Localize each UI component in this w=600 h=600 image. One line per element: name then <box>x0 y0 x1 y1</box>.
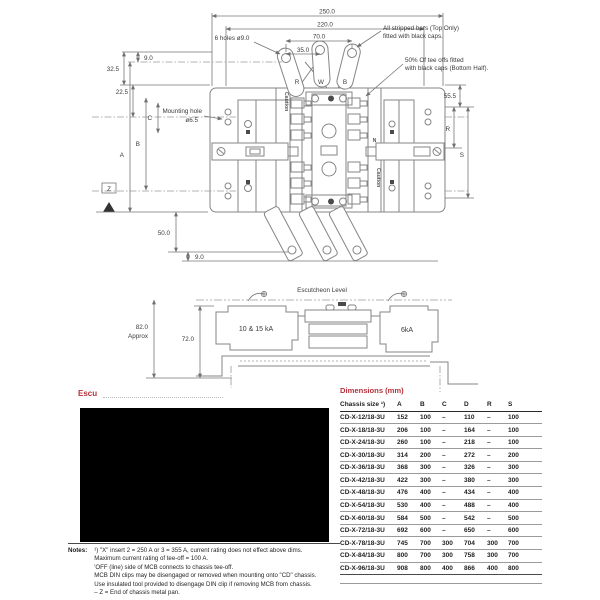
stripped-bar-blue <box>335 42 362 91</box>
label-mounting-2: ø6.5 <box>185 117 198 124</box>
caution-label-right: Caution <box>375 168 381 188</box>
dimension-cell: 650 <box>464 524 487 537</box>
dimension-cell: 476 <box>397 487 420 500</box>
chassis-size-cell: CD-X-78/18-3U <box>340 537 397 550</box>
dimensions-table <box>340 399 542 575</box>
dimension-cell: 400 <box>420 499 442 512</box>
table-row <box>340 461 542 474</box>
mcb-profile-center <box>298 302 380 348</box>
dimension-cell: 488 <box>464 499 487 512</box>
dim-s: S <box>459 152 464 159</box>
dimension-cell: – <box>442 449 464 462</box>
dimension-cell: 530 <box>397 499 420 512</box>
chassis-size-cell: CD-X-36/18-3U <box>340 461 397 474</box>
chassis-top-view <box>210 40 445 261</box>
datum-z: Z <box>107 186 111 193</box>
dim-a: A <box>119 152 124 159</box>
dimension-cell: 800 <box>508 562 542 575</box>
dim-50: 50.0 <box>157 230 170 237</box>
dimension-cell: 542 <box>464 512 487 525</box>
chassis-size-cell: CD-X-72/18-3U <box>340 524 397 537</box>
column-header: Chassis size ¹) <box>340 399 397 411</box>
dimension-cell: 300 <box>508 474 542 487</box>
column-header: B <box>420 399 442 411</box>
dim-b: B <box>135 141 140 148</box>
dimension-cell: 700 <box>420 549 442 562</box>
dimension-cell: – <box>442 424 464 437</box>
notes-lines <box>94 547 316 597</box>
dimension-cell: 100 <box>420 424 442 437</box>
dim-250: 250.0 <box>319 8 335 16</box>
label-tee-2: with black caps (Bottom Half). <box>405 65 489 72</box>
dimension-cell: – <box>487 524 508 537</box>
column-header: D <box>464 399 487 411</box>
tee-offs-right <box>348 98 367 204</box>
dimensions-table-title: Dimensions (mm) <box>340 386 404 395</box>
dim-55-5: 55.5 <box>443 93 456 100</box>
dimension-cell: – <box>487 487 508 500</box>
table-row <box>340 487 542 500</box>
escutcheon-level-label: Escutcheon Level <box>297 287 347 294</box>
dimension-cell: 692 <box>397 524 420 537</box>
note-line: Use insulated tool provided to disengage DIN clip if removing MCB from chassis. <box>94 580 312 588</box>
dimension-cell: 584 <box>397 512 420 525</box>
dimension-cell: 100 <box>508 424 542 437</box>
dimension-cell: 100 <box>420 411 442 424</box>
dimension-cell: – <box>487 449 508 462</box>
dim-35: 35.0 <box>296 47 310 54</box>
dim-82: 82.0 <box>135 324 148 331</box>
rating-left-label: 10 & 15 kA <box>238 326 274 333</box>
table-row <box>340 537 542 550</box>
dimensions-table-section <box>340 386 542 584</box>
dimension-cell: 314 <box>397 449 420 462</box>
dim-82-approx: Approx <box>128 333 148 340</box>
dimension-cell: 500 <box>420 512 442 525</box>
dim-9-bottom: 9.0 <box>195 254 204 261</box>
dimension-cell: – <box>487 512 508 525</box>
dimension-cell: 368 <box>397 461 420 474</box>
escu-title-faded-text <box>103 390 223 398</box>
dimension-cell: 800 <box>397 549 420 562</box>
dimension-cell: 300 <box>420 474 442 487</box>
chassis-size-cell: CD-X-54/18-3U <box>340 499 397 512</box>
note-line: 'OFF (line) side of MCB connects to chassis tee-off. <box>94 563 234 571</box>
dimension-cell: 300 <box>420 461 442 474</box>
dimension-cell: – <box>442 487 464 500</box>
dimension-cell: 100 <box>508 436 542 449</box>
dimension-cell: 200 <box>508 449 542 462</box>
dimension-cell: 400 <box>442 562 464 575</box>
dimension-cell: 600 <box>508 524 542 537</box>
dimension-cell: 326 <box>464 461 487 474</box>
column-header: S <box>508 399 542 411</box>
table-row <box>340 499 542 512</box>
chassis-size-cell: CD-X-12/18-3U <box>340 411 397 424</box>
note-line: Maximum current rating of tee-off = 100 A. <box>94 555 209 563</box>
dimension-cell: 164 <box>464 424 487 437</box>
dimension-cell: 100 <box>508 411 542 424</box>
column-header: C <box>442 399 464 411</box>
dim-32-5: 32.5 <box>106 66 119 73</box>
escu-section-title <box>78 389 223 398</box>
dimension-cell: – <box>487 461 508 474</box>
dim-r: R <box>445 126 450 133</box>
dimension-cell: 218 <box>464 436 487 449</box>
dimension-cell: – <box>442 512 464 525</box>
label-holes: 6 holes ø9.0 <box>214 35 250 42</box>
dimension-cell: – <box>487 436 508 449</box>
label-stripped-2: fitted with black caps. <box>383 33 443 40</box>
chassis-size-cell: CD-X-48/18-3U <box>340 487 397 500</box>
label-stripped-1: All stripped bars (Top Only) <box>383 25 459 32</box>
datum-triangle <box>103 202 115 212</box>
dimension-cell: – <box>442 499 464 512</box>
dimension-cell: 800 <box>420 562 442 575</box>
phase-label-w: W <box>318 79 324 86</box>
dimension-cell: – <box>442 474 464 487</box>
label-tee-1: 50% Of tee offs fitted <box>405 57 464 64</box>
dimension-cell: 704 <box>464 537 487 550</box>
table-row <box>340 562 542 575</box>
column-header: A <box>397 399 420 411</box>
chassis-size-cell: CD-X-60/18-3U <box>340 512 397 525</box>
dimension-cell: 300 <box>508 461 542 474</box>
dimension-cell: – <box>487 411 508 424</box>
chassis-size-cell: CD-X-30/18-3U <box>340 449 397 462</box>
dimension-cell: – <box>442 436 464 449</box>
dimension-cell: – <box>487 499 508 512</box>
dim-72: 72.0 <box>181 336 194 343</box>
dim-9-top: 9.0 <box>144 55 153 62</box>
column-header: R <box>487 399 508 411</box>
dimension-cell: 758 <box>464 549 487 562</box>
dimension-cell: – <box>487 424 508 437</box>
caution-label-left: Caution <box>283 92 289 112</box>
redacted-photo <box>80 408 329 542</box>
dimension-cell: 152 <box>397 411 420 424</box>
dimension-cell: 908 <box>397 562 420 575</box>
dimension-cell: 500 <box>508 512 542 525</box>
bottom-bar-1 <box>263 206 303 262</box>
mcb-toggle-left <box>212 143 298 160</box>
side-view <box>128 287 478 392</box>
dimension-cell: 422 <box>397 474 420 487</box>
dimension-cell: 866 <box>464 562 487 575</box>
chassis-size-cell: CD-X-24/18-3U <box>340 436 397 449</box>
dim-220: 220.0 <box>317 21 333 29</box>
notes-label: Notes: <box>68 547 88 554</box>
phase-label-b: B <box>342 79 348 86</box>
table-row <box>340 549 542 562</box>
dimension-cell: 206 <box>397 424 420 437</box>
dimension-cell: 300 <box>442 549 464 562</box>
dimension-cell: – <box>442 461 464 474</box>
dimension-cell: 110 <box>464 411 487 424</box>
dimension-cell: 272 <box>464 449 487 462</box>
rating-right-label: 6kA <box>400 327 414 334</box>
table-row <box>340 424 542 437</box>
tee-offs-left <box>291 98 311 204</box>
table-row <box>340 474 542 487</box>
label-mounting-1: Mounting hole <box>162 108 202 115</box>
dim-c: C <box>147 115 152 122</box>
dimension-cell: 745 <box>397 537 420 550</box>
dimension-cell: 700 <box>508 549 542 562</box>
chassis-size-cell: CD-X-96/18-3U <box>340 562 397 575</box>
dimension-cell: 700 <box>420 537 442 550</box>
dimension-cell: – <box>442 524 464 537</box>
chassis-size-cell: CD-X-18/18-3U <box>340 424 397 437</box>
dimension-cell: 300 <box>442 537 464 550</box>
dimension-cell: – <box>442 411 464 424</box>
dim-70: 70.0 <box>312 33 326 41</box>
dimension-cell: 300 <box>487 537 508 550</box>
dimension-cell: 200 <box>420 449 442 462</box>
chassis-size-cell: CD-X-42/18-3U <box>340 474 397 487</box>
dim-table-head-row <box>340 399 542 411</box>
table-row <box>340 436 542 449</box>
dimension-cell: 400 <box>487 562 508 575</box>
table-row <box>340 524 542 537</box>
dimension-cell: 260 <box>397 436 420 449</box>
dimension-cell: 380 <box>464 474 487 487</box>
notes-section <box>68 543 340 597</box>
dimension-cell: 434 <box>464 487 487 500</box>
note-line: – Z = End of chassis metal pan. <box>94 589 180 597</box>
dimension-cell: – <box>487 474 508 487</box>
dimension-cell: 100 <box>420 436 442 449</box>
dimension-cell: 400 <box>508 487 542 500</box>
dimension-cell: 400 <box>508 499 542 512</box>
dimension-cell: 600 <box>420 524 442 537</box>
note-line: MCB DIN clips may be disengaged or removed when mounting onto "CD" chassis. <box>94 572 317 580</box>
dimension-cell: 700 <box>508 537 542 550</box>
table-row <box>340 512 542 525</box>
busbar-assembly <box>306 92 352 208</box>
table-row <box>340 449 542 462</box>
dimension-cell: 400 <box>420 487 442 500</box>
dim-22-5: 22.5 <box>115 89 128 96</box>
note-line: ¹) "X" insert 2 = 250 A or 3 = 355 A, current rating does not effect above dims. <box>94 547 303 554</box>
neutral-label: N <box>372 138 377 144</box>
escu-title-text: Escu <box>78 389 98 398</box>
table-end-rule <box>340 575 542 584</box>
mcb-toggle-right <box>366 143 444 160</box>
chassis-size-cell: CD-X-84/18-3U <box>340 549 397 562</box>
table-row <box>340 411 542 424</box>
phase-label-r: R <box>294 79 300 86</box>
dimension-cell: 300 <box>487 549 508 562</box>
